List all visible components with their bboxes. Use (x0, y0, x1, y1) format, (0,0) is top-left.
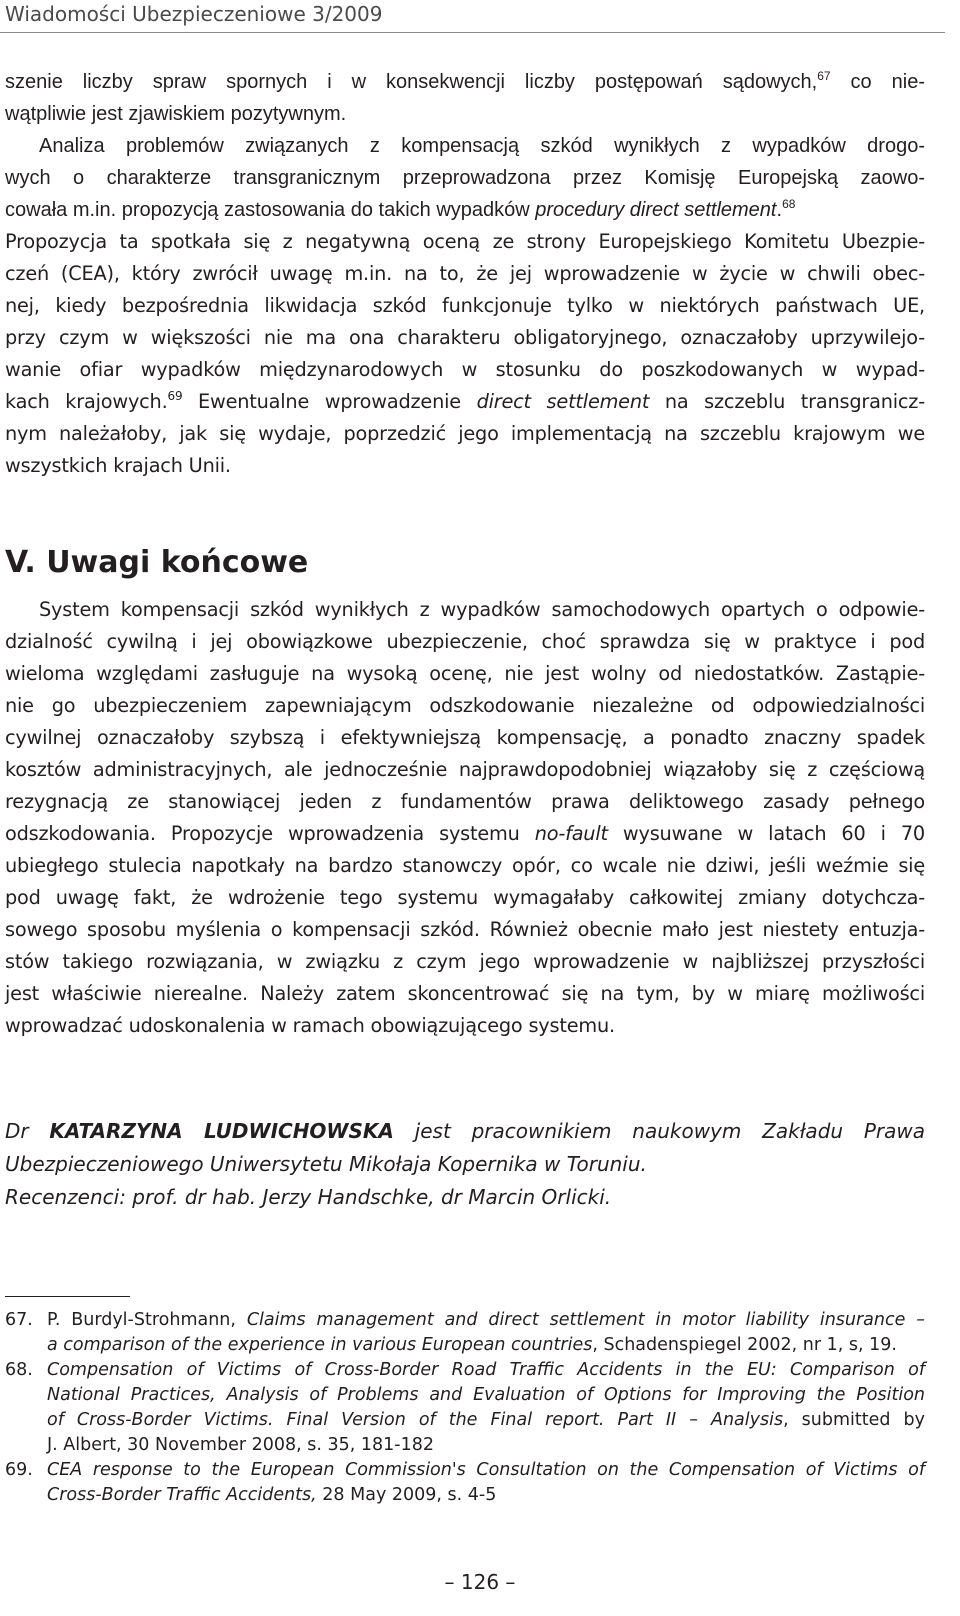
text-line: jest właściwie nierealne. Należy zatem skoncentrować się na tym, by w miarę możliwości (5, 982, 925, 1005)
footnote-line: of Cross-Border Victims. Final Version of the Final report. Part II – Analysis, submitted by (47, 1410, 925, 1430)
text-line: wych o charakterze transgranicznym przeprowadzona przez Komisję Europejską zaowo- (5, 167, 925, 189)
header-divider (0, 32, 945, 33)
running-header: Wiadomości Ubezpieczeniowe 3/2009 (5, 2, 383, 26)
footnote-line: J. Albert, 30 November 2008, s. 35, 181-182 (47, 1435, 435, 1455)
text-line: szenie liczby spraw spornych i w konsekwencji liczby postępowań sądowych,$^{67}$ co nie- (5, 69, 926, 93)
author-note (5, 1115, 925, 1214)
section-heading: V. Uwagi końcowe (5, 545, 309, 580)
footnote-line: Cross-Border Traffic Accidents, 28 May 2009, s. 4-5 (47, 1485, 497, 1505)
footnote-line: Compensation of Victims of Cross-Border Road Traffic Accidents in the EU: Comparison of (47, 1360, 925, 1380)
text-line: wątpliwie jest zjawiskiem pozytywnym. (5, 103, 347, 125)
footnote-ref-69: 69 (167, 389, 183, 403)
text-line: wszystkich krajach Unii. (5, 454, 231, 477)
text-line: dzialność cywilną i jej obowiązkowe ubezpieczenie, choć sprawdza się w praktyce i pod (5, 630, 925, 653)
text-line: stów takiego rozwiązania, w związku z czym jego wprowadzenie w najbliższej przyszłości (5, 950, 925, 973)
paragraph-conclusions (5, 594, 925, 1042)
text-line: sowego sposobu myślenia o kompensacji szkód. Również obecnie mało jest niestety entuzja- (5, 918, 925, 941)
footnote-line: CEA response to the European Commission's Consultation on the Compensation of Victims of (47, 1460, 925, 1480)
footnote-69 (5, 1458, 925, 1508)
text-line: wanie ofiar wypadków międzynarodowych w stosunku do poszkodowanych w wypad- (5, 358, 925, 381)
footnote-line: National Practices, Analysis of Problems and Evaluation of Options for Improving the Position (47, 1385, 925, 1405)
text-line: nie go ubezpieczeniem zapewniającym odszkodowanie niezależne od odpowiedzialności (5, 694, 925, 717)
footnote-ref-68: 68 (782, 197, 796, 211)
text-line: kosztów administracyjnych, ale jednocześnie najprawdopodobniej wiązałoby się z częściową (5, 758, 925, 781)
text-line: odszkodowania. Propozycje wprowadzenia systemu no-fault wysuwane w latach 60 i 70 (5, 822, 925, 845)
page-number: – 126 – (444, 1570, 516, 1594)
footnote-line: P. Burdyl-Strohmann, Claims management and direct settlement in motor liability insurance – (47, 1310, 925, 1330)
text-line: wprowadzać udoskonalenia w ramach obowiązującego systemu. (5, 1014, 615, 1037)
footnote-number: 68. (5, 1360, 33, 1380)
author-name: KATARZYNA LUDWICHOWSKA (49, 1119, 394, 1143)
author-line: Ubezpieczeniowego Uniwersytetu Mikołaja Kopernika w Toruniu. (5, 1152, 647, 1176)
text-line: Propozycja ta spotkała się z negatywną oceną ze strony Europejskiego Komitetu Ubezpie- (5, 230, 925, 253)
text-line: cowała m.in. propozycją zastosowania do takich wypadków procedury direct settlement.$^{68}$ (5, 197, 796, 221)
author-line: Dr KATARZYNA LUDWICHOWSKA jest pracownikiem naukowym Zakładu Prawa (5, 1119, 925, 1143)
text-line: nym należałoby, jak się wydaje, poprzedzić jego implementacją na szczeblu krajowym we (5, 422, 925, 445)
text-line: rezygnacją ze stanowiącej jeden z fundamentów prawa deliktowego zasady pełnego (5, 790, 925, 813)
footnotes (5, 1308, 925, 1508)
text-line: pod uwagę fakt, że wdrożenie tego systemu wymagałaby całkowitej zmiany dotychcza- (5, 886, 925, 909)
text-line: kach krajowych.$^{69}$ Ewentualne wprowadzenie direct settlement na szczeblu transgranicz- (5, 389, 925, 413)
footnote-67 (5, 1308, 925, 1358)
text-line: ubiegłego stulecia napotkały na bardzo stanowczy opór, co wcale nie dziwi, jeśli weźmie się (5, 854, 925, 877)
text-line: Analiza problemów związanych z kompensacją szkód wynikłych z wypadków drogo- (39, 135, 925, 157)
paragraph-continuation (5, 66, 925, 130)
reviewers-line: Recenzenci: prof. dr hab. Jerzy Handschke, dr Marcin Orlicki. (5, 1185, 612, 1209)
footnote-divider (5, 1296, 130, 1297)
text-line: wieloma względami zasługuje na wysoką ocenę, nie jest wolny od niedostatków. Zastąpie- (5, 662, 925, 685)
footnote-ref-67: 67 (817, 69, 831, 83)
text-line: czeń (CEA), który zwrócił uwagę m.in. na to, że jej wprowadzenie w życie w chwili obec- (5, 262, 925, 285)
text-line: System kompensacji szkód wynikłych z wypadków samochodowych opartych o odpowie- (39, 598, 925, 621)
footnote-68 (5, 1358, 925, 1458)
footnote-line: a comparison of the experience in various European countries, Schadenspiegel 2002, nr 1, s, 19. (47, 1335, 897, 1355)
footnote-number: 67. (5, 1310, 33, 1330)
text-line: cywilnej oznaczałoby szybszą i efektywniejszą kompensację, a ponadto znaczny spadek (5, 726, 925, 749)
paragraph-cross-border (5, 130, 925, 482)
text-line: przy czym w większości nie ma ona charakteru obligatoryjnego, oznaczałoby uprzywilejo- (5, 326, 925, 349)
text-line: nej, kiedy bezpośrednia likwidacja szkód funkcjonuje tylko w niektórych państwach UE, (5, 294, 925, 317)
footnote-number: 69. (5, 1460, 33, 1480)
